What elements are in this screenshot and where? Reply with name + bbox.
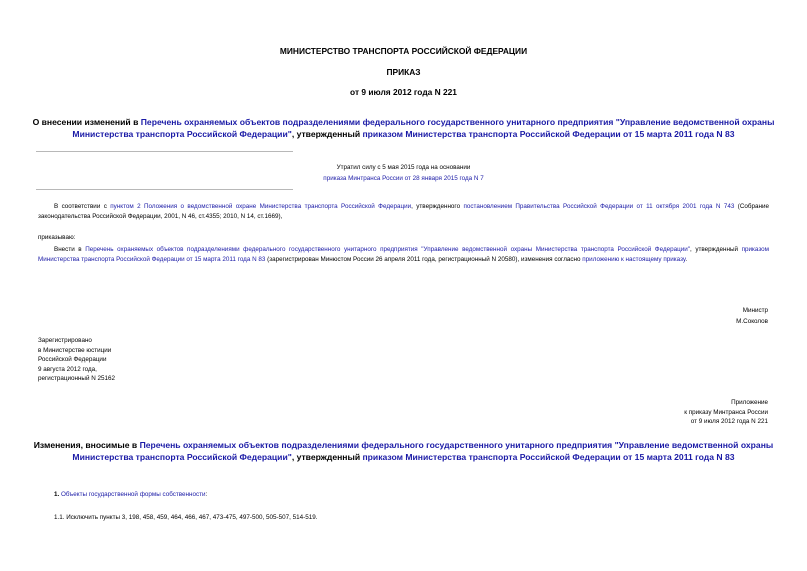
doc-type-heading: ПРИКАЗ bbox=[386, 67, 421, 77]
order-text-3: (зарегистрирован Минюстом России 26 апреля 2011 года, регистрационный N 20580), изменения согласно bbox=[265, 255, 583, 263]
order-word: приказываю: bbox=[38, 234, 76, 241]
order-link-order[interactable]: приказом Министерства транспорта Российской Федерации от 15 марта 2011 года N 83 bbox=[38, 246, 769, 263]
registration-line: в Министерстве юстиции bbox=[38, 346, 112, 354]
appendix-line: к приказу Минтранса России bbox=[684, 408, 768, 416]
changes-title bbox=[30, 439, 777, 463]
divider-bottom bbox=[36, 189, 293, 190]
changes-title-link-order[interactable]: приказом Министерства транспорта Российской Федерации от 15 марта 2011 года N 83 bbox=[362, 452, 735, 462]
preamble-link-decree[interactable]: постановлением Правительства Российской Федерации от 11 октября 2001 года N 743 bbox=[463, 203, 735, 210]
preamble-text-2: , утвержденного bbox=[411, 203, 464, 210]
order-text-2: , утвержденный bbox=[690, 246, 742, 253]
divider-top bbox=[36, 151, 293, 152]
registration-line: Российской Федерации bbox=[38, 356, 107, 364]
registration-line: Зарегистрировано bbox=[38, 337, 92, 344]
order-text-1: Внести в bbox=[54, 246, 86, 253]
order-paragraph bbox=[38, 245, 769, 264]
order-link-appendix[interactable]: приложению к настоящему приказу bbox=[582, 255, 686, 263]
order-text-4: . bbox=[685, 255, 688, 263]
ministry-heading: МИНИСТЕРСТВО ТРАНСПОРТА РОССИЙСКОЙ ФЕДЕРАЦИИ bbox=[279, 46, 528, 56]
preamble-text-1: В соответствии с bbox=[54, 203, 111, 210]
title-link-order[interactable]: приказом Министерства транспорта Российской Федерации от 15 марта 2011 года N 83 bbox=[362, 129, 735, 139]
title-text-2: , утвержденный bbox=[291, 129, 363, 139]
doc-date-number: от 9 июля 2012 года N 221 bbox=[350, 87, 457, 97]
appendix-line: от 9 июля 2012 года N 221 bbox=[690, 418, 768, 426]
appendix-line: Приложение bbox=[731, 399, 768, 406]
section-1-number: 1. bbox=[54, 491, 60, 498]
order-link-list[interactable]: Перечень охраняемых объектов подразделениями федерального государственного унитарного предприятия "Управление ведомственной охраны Министерства транспорта Российской Федерации" bbox=[85, 246, 691, 253]
appendix-block bbox=[684, 398, 768, 427]
section-1-colon: : bbox=[205, 491, 208, 498]
changes-title-link-list[interactable]: Перечень охраняемых объектов подразделениями федерального государственного унитарного предприятия "Управление ведомственной охраны Министерства транспорта Российской Федерации" bbox=[72, 440, 774, 462]
item-1-1: 1.1. Исключить пункты 3, 198, 458, 459, 464, 466, 467, 473-475, 497-500, 505-507, 514-519. bbox=[54, 514, 318, 521]
registration-block bbox=[38, 336, 115, 384]
title-text-1: О внесении изменений в bbox=[32, 117, 141, 127]
section-1-link[interactable]: Объекты государственной формы собственности bbox=[61, 491, 206, 498]
changes-title-text-1: Изменения, вносимые в bbox=[33, 440, 140, 450]
preamble-link-regulation[interactable]: пунктом 2 Положения о ведомственной охране Министерства транспорта Российской Федерации bbox=[110, 203, 412, 210]
document-title bbox=[30, 116, 777, 140]
status-line-1: Утратил силу с 5 мая 2015 года на основании bbox=[336, 164, 471, 171]
preamble-paragraph bbox=[38, 202, 769, 221]
registration-line: регистрационный N 25162 bbox=[38, 375, 116, 383]
preamble-text-3: (Собрание законодательства Российской Федерации, 2001, N 46, ст.4355; 2010, N 14, ст.1669), bbox=[38, 203, 769, 220]
registration-line: 9 августа 2012 года, bbox=[38, 365, 97, 373]
status-link-repeal-order[interactable]: приказа Минтранса России от 28 января 2015 года N 7 bbox=[323, 175, 484, 182]
signature-name: М.Соколов bbox=[736, 318, 768, 325]
section-1 bbox=[54, 490, 207, 500]
changes-title-text-2: , утвержденный bbox=[291, 452, 363, 462]
title-link-list[interactable]: Перечень охраняемых объектов подразделениями федерального государственного унитарного предприятия "Управление ведомственной охраны Министерства транспорта Российской Федерации" bbox=[72, 117, 775, 139]
signature-position: Министр bbox=[742, 307, 768, 314]
